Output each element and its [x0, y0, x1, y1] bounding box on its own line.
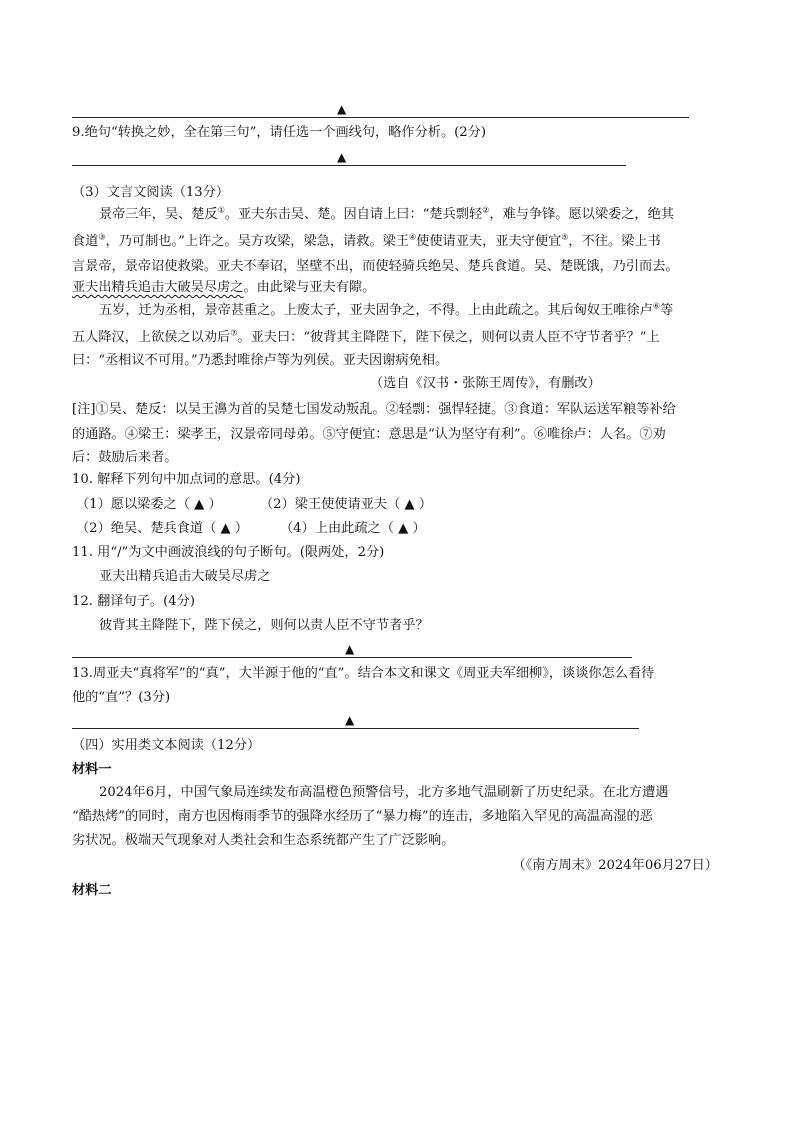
material-1-source: （《南方周末》2024年06月27日） — [512, 858, 718, 873]
passage-line: 食道③，乃可制也。”上许之。吴方攻梁，梁急，请救。梁王④使使请亚夫，亚夫守便宜⑤，不往。梁上书 — [72, 232, 661, 249]
answer-mark: ▲ — [345, 713, 355, 727]
question-9: 9.绝句“转换之妙，全在第三句”，请任选一个画线句，略作分析。(2分) — [72, 125, 486, 140]
question-13: 13.周亚夫“真将军”的“真”，大半源于他的“直”。结合本文和课文《周亚夫军细柳》，谈谈你怎么看待 — [72, 666, 655, 681]
answer-mark: ▲ — [337, 102, 347, 116]
passage-line: 五岁，迁为丞相，景帝甚重之。上废太子，亚夫固争之，不得。上由此疏之。其后匈奴王唯徐卢⑥等 — [99, 301, 674, 318]
question-10: 10. 解释下列句中加点词的意思。(4分) — [72, 472, 301, 487]
passage-source: （选自《汉书・张陈王周传》，有删改） — [370, 376, 601, 391]
material-2-title: 材料二 — [72, 883, 112, 898]
question-12: 12. 翻译句子。(4分) — [72, 594, 195, 609]
notes-line: 的通路。④梁王：梁孝王，汉景帝同母弟。⑤守便宜：意思是“认为坚守有利”。⑥唯徐卢：人名。⑦劝 — [72, 427, 666, 442]
section-3-title: （3）文言文阅读（13分） — [72, 185, 230, 200]
question-13: 他的“直”？(3分) — [72, 690, 171, 705]
q10-item: （4）上由此疏之（ ▲ ） — [280, 521, 426, 536]
q12-sentence: 彼背其主降陛下，陛下侯之，则何以责人臣不守节者乎？ — [99, 618, 429, 633]
notes-line: [注]①吴、楚反：以吴王濞为首的吴楚七国发动叛乱。②轻剽：强悍轻捷。③食道：军队运送军粮等补给 — [72, 402, 676, 417]
passage-line: 言景帝，景帝诏使救梁。亚夫不奉诏，坚壁不出，而使轻骑兵绝吴、楚兵食道。吴、楚既饿，乃引而去。 — [72, 259, 679, 274]
passage-line: 曰：“丞相议不可用。”乃悉封唯徐卢等为列侯。亚夫因谢病免相。 — [72, 353, 449, 368]
answer-line — [72, 657, 632, 658]
wavy-underlined-sentence: 亚夫出精兵追击大破吴尽虏之 — [72, 280, 244, 295]
material-1-title: 材料一 — [72, 762, 112, 777]
q11-sentence: 亚夫出精兵追击大破吴尽虏之 — [99, 569, 271, 584]
passage-line: 五人降汉，上欲侯之以劝后⑦。亚夫曰：“彼背其主降陛下，陛下侯之，则何以责人臣不守节者乎？”上 — [72, 328, 660, 345]
section-4-title: （四）实用类文本阅读（12分） — [72, 738, 261, 753]
q10-item: （1）愿以梁委之（ ▲ ） — [76, 497, 222, 512]
material-line: 劣状况。极端天气现象对人类社会和生态系统都产生了广泛影响。 — [72, 833, 455, 848]
notes-line: 后：鼓励后来者。 — [72, 450, 178, 465]
answer-line — [72, 728, 639, 729]
question-11: 11. 用“/”为文中画波浪线的句子断句。(限两处，2分) — [72, 545, 385, 560]
answer-line — [72, 165, 626, 166]
answer-mark: ▲ — [345, 642, 355, 656]
material-line: “酷热烤”的同时，南方也因梅雨季节的强降水经历了“暴力梅”的连击，多地陷入罕见的高温高湿的恶 — [72, 809, 653, 824]
answer-line — [72, 117, 689, 118]
passage-line: 亚夫出精兵追击大破吴尽虏之。由此梁与亚夫有隙。 — [72, 280, 376, 295]
q10-item: （2）绝吴、楚兵食道（ ▲ ） — [76, 521, 249, 536]
q10-item: （2）梁王使使请亚夫（ ▲ ） — [260, 497, 433, 512]
passage-line: 景帝三年，吴、楚反①。亚夫东击吴、楚。因自请上曰：“楚兵剽轻②，难与争锋。愿以梁委之，绝其 — [99, 205, 674, 222]
material-line: 2024年6月，中国气象局连续发布高温橙色预警信号，北方多地气温刷新了历史纪录。在北方遭遇 — [99, 785, 669, 800]
answer-mark: ▲ — [337, 150, 347, 164]
